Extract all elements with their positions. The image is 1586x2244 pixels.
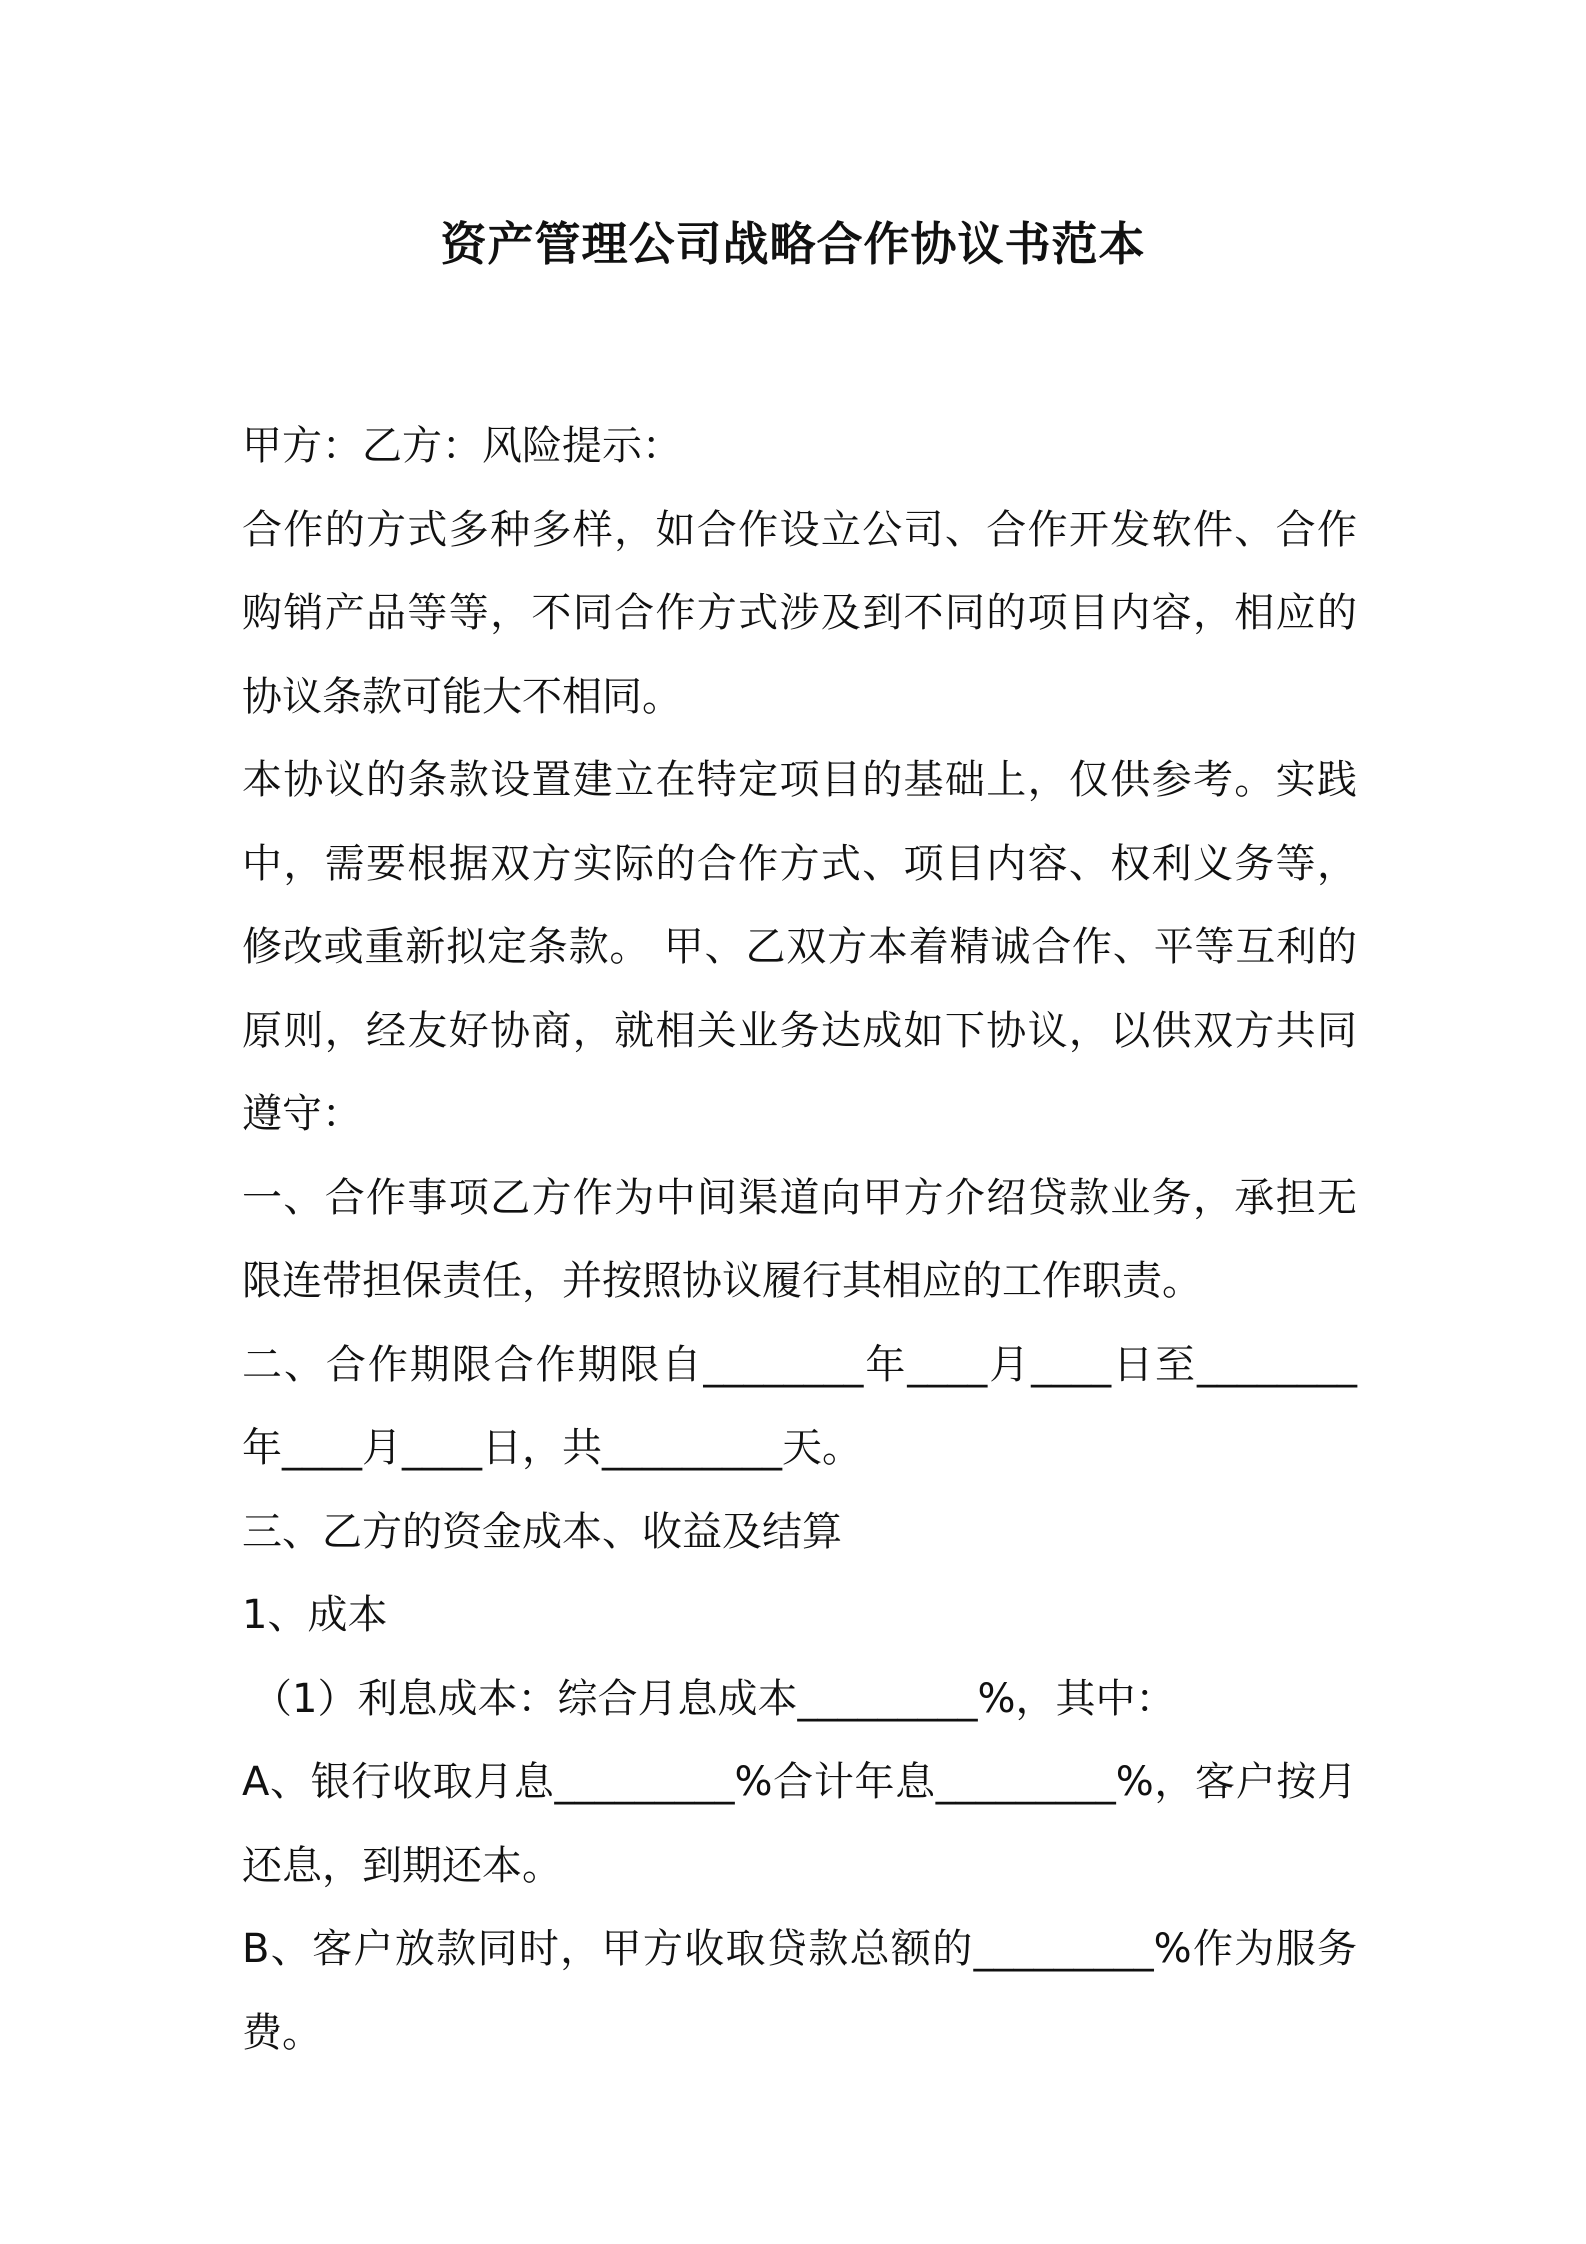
paragraph-item-b: B、客户放款同时，甲方收取贷款总额的_________%作为服务费。 [242, 1926, 1357, 2056]
paragraph-parties: 甲方：乙方：风险提示： [242, 423, 682, 469]
paragraph-cost-heading: 1、成本 [242, 1592, 388, 1638]
paragraph-item-a: A、银行收取月息_________%合计年息_________%，客户按月还息，到期还本。 [242, 1759, 1357, 1889]
paragraph-interest-cost: （1）利息成本：综合月息成本_________%，其中： [252, 1675, 1176, 1722]
document-title: 资产管理公司战略合作协议书范本 [440, 217, 1146, 271]
paragraph-risk-note: 合作的方式多种多样，如合作设立公司、合作开发软件、合作购销产品等等，不同合作方式涉及到不同的项目内容，相应的协议条款可能大不相同。 [242, 506, 1357, 720]
paragraph-section-1: 一、合作事项乙方作为中间渠道向甲方介绍贷款业务，承担无限连带担保责任，并按照协议履行其相应的工作职责。 [242, 1174, 1357, 1304]
paragraph-preamble: 本协议的条款设置建立在特定项目的基础上，仅供参考。实践中，需要根据双方实际的合作方式、项目内容、权利义务等，修改或重新拟定条款。 甲、乙双方本着精诚合作、平等互利的原则，经友好协商，就相关业务达成如下协议，以供双方共同遵守： [242, 757, 1357, 1137]
paragraph-section-3-heading: 三、乙方的资金成本、收益及结算 [242, 1508, 842, 1555]
paragraph-section-2: 二、合作期限合作期限自________年____月____日至________年____月____日，共_________天。 [242, 1341, 1357, 1471]
document-body [242, 405, 1357, 2075]
